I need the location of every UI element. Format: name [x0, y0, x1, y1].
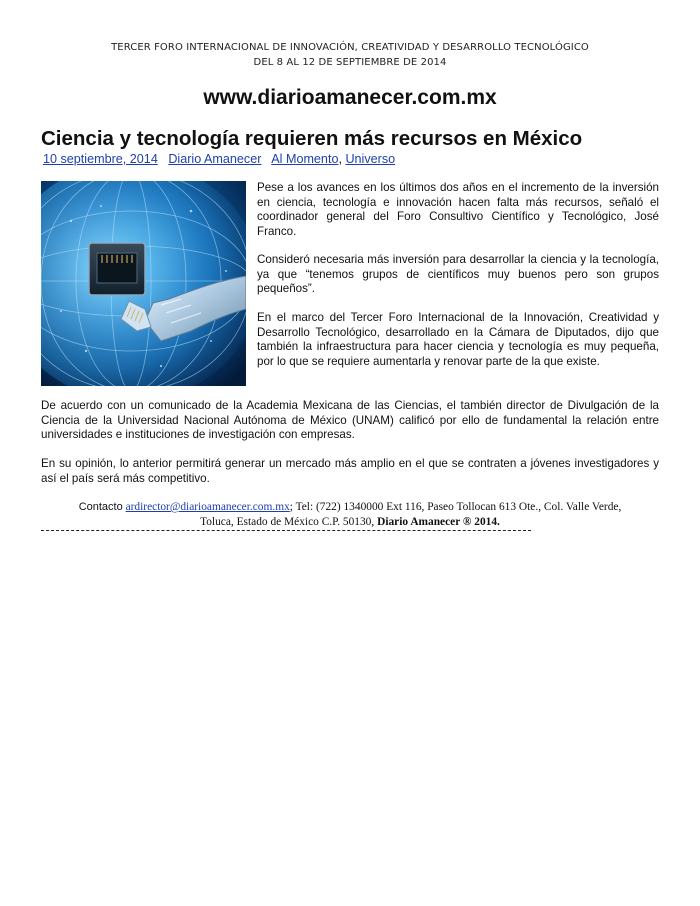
article-paragraph: Consideró necesaria más inversión para desarrollar la ciencia y la tecnología, ya que “tenemos grupos de científicos muy buenos pero son grupos pequeños”.: [257, 253, 659, 295]
network-cable-globe-photo: [41, 181, 246, 386]
article-author-link[interactable]: Diario Amanecer: [168, 152, 262, 166]
article-meta: [43, 152, 395, 166]
contact-label: Contacto: [78, 501, 123, 513]
category-link-universo[interactable]: Universo: [345, 152, 396, 166]
event-dates: DEL 8 AL 12 DE SEPTIEMBRE DE 2014: [253, 57, 447, 68]
contact-footer: [41, 500, 659, 530]
brand-copyright: Diario Amanecer ® 2014.: [377, 516, 500, 528]
article-paragraph: En su opinión, lo anterior permitirá generar un mercado más amplio en el que se contraten a jóvenes investigadores y así el país será más competitivo.: [41, 457, 659, 485]
article-paragraph: En el marco del Tercer Foro Internacional de la Innovación, Creatividad y Desarrollo Tecnológico, desarrollado en la Cámara de Diputados, dijo que también la infraestructura para hacer ciencia y tecnología es muy pequeña, por lo que se requiere aumentarla y renovar parte de la que existe.: [257, 311, 659, 368]
article-headline: Ciencia y tecnología requieren más recursos en México: [41, 127, 583, 150]
category-link-al-momento[interactable]: Al Momento: [271, 152, 339, 166]
contact-details: ; Tel: (722) 1340000 Ext 116, Paseo Tollocan 613 Ote., Col. Valle Verde,: [289, 501, 622, 513]
event-title: TERCER FORO INTERNACIONAL DE INNOVACIÓN, CREATIVIDAD Y DESARROLLO TECNOLÓGICO: [111, 42, 589, 53]
dashed-divider: [41, 530, 531, 531]
article-paragraph: Pese a los avances en los últimos dos años en el incremento de la inversión en ciencia, tecnología e innovación hacen falta más recursos, señaló el coordinador general del Foro Consultivo Científico y Tecnológico, José Franco.: [257, 181, 659, 238]
site-url: www.diarioamanecer.com.mx: [203, 86, 497, 109]
article-date-link[interactable]: 10 septiembre, 2014: [43, 152, 158, 166]
article-paragraph: De acuerdo con un comunicado de la Academia Mexicana de las Ciencias, el también director de Divulgación de la Ciencia de la Universidad Nacional Autónoma de México (UNAM) calificó por ello de fundamental la relación entre universidades e instituciones de investigación con empresas.: [41, 399, 659, 441]
contact-email-link[interactable]: ardirector@diarioamanecer.com.mx: [125, 501, 290, 513]
contact-address: Toluca, Estado de México C.P. 50130,: [200, 516, 375, 528]
category-separator: ,: [338, 152, 342, 166]
